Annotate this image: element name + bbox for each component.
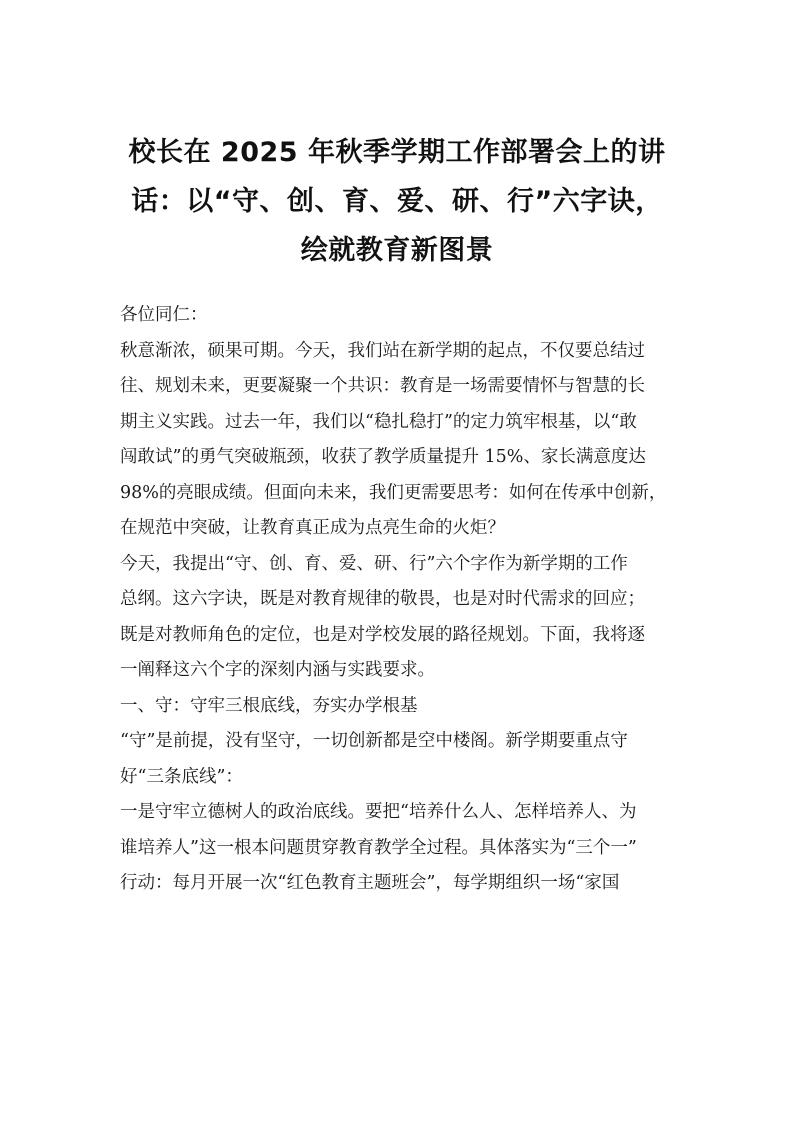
document-title [110,128,684,275]
section-heading-line: 一、守：守牢三根底线，夯实办学根基 [120,695,418,716]
paragraph-line: 一阐释这六个字的深刻内涵与实践要求。 [120,660,435,680]
paragraph-section-1-intro [120,724,680,795]
paragraph-line: 闯敢试”的勇气突破瓶颈，收获了教学质量提升 15%、家长满意度达 [120,447,646,467]
paragraph-line: 期主义实践。过去一年，我们以“稳扎稳打”的定力筑牢根基，以“敢 [120,411,637,432]
paragraph-overview [120,547,680,689]
paragraph-line: “守”是前提，没有坚守，一切创新都是空中楼阁。新学期要重点守 [120,731,628,751]
title-line-2: 话：以“守、创、育、爱、研、行”六字诀， [131,186,663,217]
paragraph-line: 既是对教师角色的定位，也是对学校发展的路径规划。下面，我将逐 [120,624,645,645]
paragraph-line: 今天，我提出“守、创、育、爱、研、行”六个字作为新学期的工作 [120,553,628,574]
title-line-3: 绘就教育新图景 [300,235,494,266]
title-line-1: 校长在 2025 年秋季学期工作部署会上的讲 [128,137,666,168]
paragraph-line: 在规范中突破，让教育真正成为点亮生命的火炬？ [120,518,505,538]
paragraph-line: 一是守牢立德树人的政治底线。要把“培养什么人、怎样培养人、为 [120,802,637,822]
paragraph-line: 98%的亮眼成绩。但面向未来，我们更需要思考：如何在传承中创新， [120,482,667,503]
paragraph-line: 秋意渐浓，硕果可期。今天，我们站在新学期的起点，不仅要总结过 [120,340,645,361]
salutation: 各位同仁： [120,305,208,325]
paragraph-line: 好“三条底线”： [120,766,243,787]
document-body [120,298,680,902]
paragraph-intro [120,334,680,547]
paragraph-line: 总纲。这六字诀，既是对教育规律的敬畏，也是对时代需求的回应； [120,589,645,609]
paragraph-section-1-point-1 [120,795,680,902]
paragraph-line: 行动：每月开展一次“红色教育主题班会”，每学期组织一场“家国 [120,873,620,893]
paragraph-line: 谁培养人”这一根本问题贯穿教育教学全过程。具体落实为“三个一” [120,837,637,858]
paragraph-line: 往、规划未来，更要凝聚一个共识：教育是一场需要情怀与智慧的长 [120,376,645,396]
section-heading-1 [120,689,680,725]
